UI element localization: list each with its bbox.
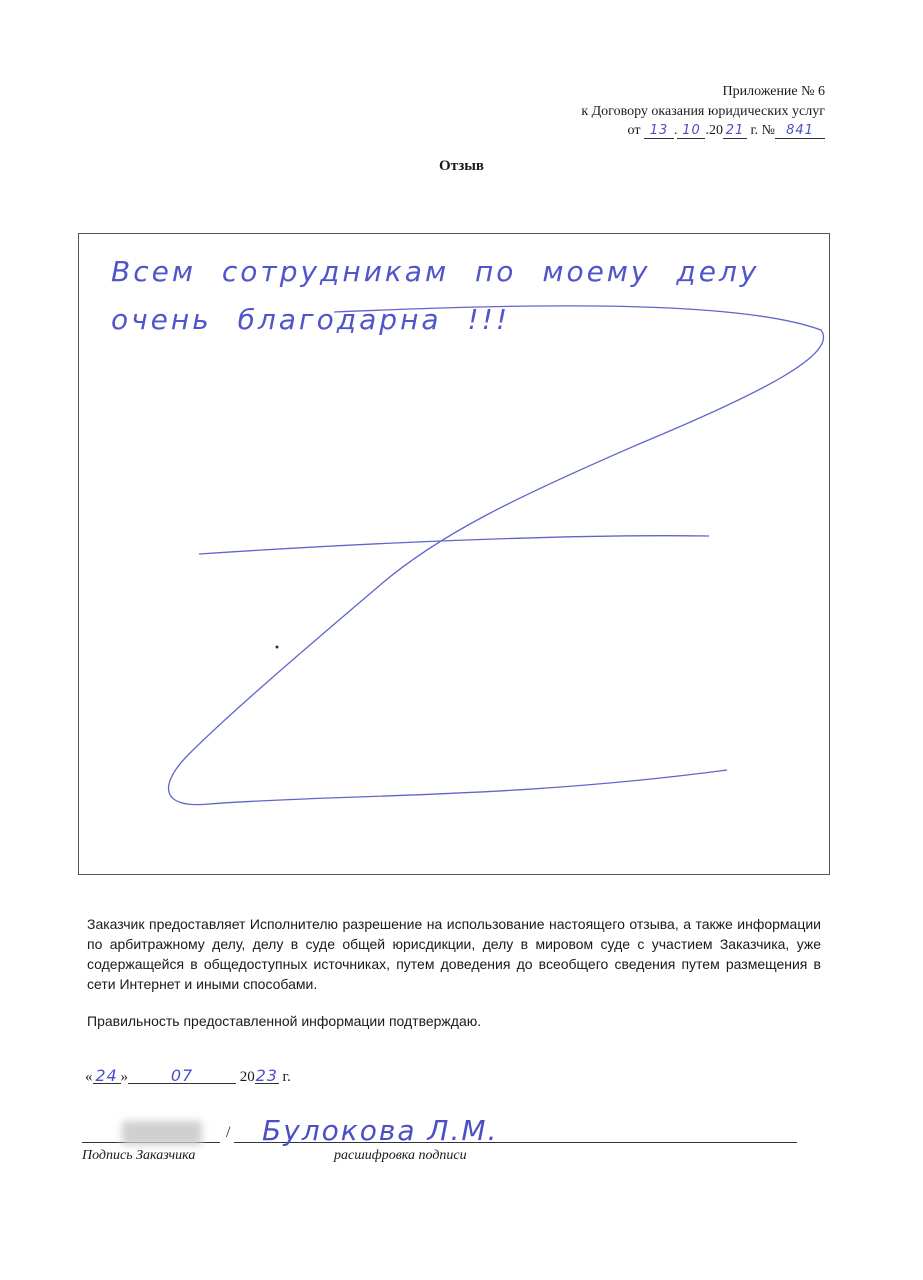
annex-year: 21	[723, 123, 747, 139]
annex-header	[581, 82, 825, 141]
sign-year: 23	[255, 1066, 278, 1085]
annex-year-prefix: .20	[705, 123, 723, 138]
annex-subtitle: к Договору оказания юридических услуг	[581, 103, 825, 119]
signature-block	[82, 1114, 798, 1180]
annex-number-label: г. №	[750, 123, 775, 138]
sign-year-prefix: 20	[239, 1069, 255, 1085]
sign-day: 24	[93, 1068, 121, 1084]
review-handwritten-text: Всем сотрудникам по моему делу очень благодарна !!!	[111, 255, 760, 336]
annex-month: 10	[677, 123, 705, 139]
decode-caption: расшифровка подписи	[334, 1148, 467, 1163]
review-box	[78, 233, 830, 875]
signature-slash: /	[226, 1124, 231, 1141]
annex-title: Приложение № 6	[722, 84, 825, 99]
date-close-quote: »	[120, 1069, 128, 1085]
cancel-scribble-icon	[79, 234, 831, 876]
date-open-quote: «	[85, 1069, 93, 1085]
blurred-signature	[122, 1121, 202, 1145]
signature-name-handwritten: Булокова Л.М.	[262, 1114, 499, 1147]
sign-year-label: г.	[282, 1069, 291, 1085]
confirmation-line: Правильность предоставленной информации подтверждаю.	[87, 1013, 482, 1029]
document-title: Отзыв	[438, 158, 485, 174]
annex-day: 13	[644, 123, 674, 139]
signature-caption: Подпись Заказчика	[82, 1148, 196, 1163]
consent-paragraph: Заказчик предоставляет Исполнителю разрешение на использование настоящего отзыва, а также информации по арбитражному делу, делу в суде общей юрисдикции, делу в мировом суде с участием Заказчика, уже содержащейся в общедоступных источниках, путем доведения до всеобщего сведения путем размещения в сети Интернет и иными способами.	[87, 916, 821, 992]
annex-date-line: от 13 . 10 .20 21 г. № 841	[581, 121, 825, 141]
annex-number: 841	[775, 123, 825, 139]
sign-month: 07	[128, 1068, 236, 1084]
signature-date	[85, 1068, 291, 1086]
annex-date-prefix: от	[627, 123, 641, 138]
